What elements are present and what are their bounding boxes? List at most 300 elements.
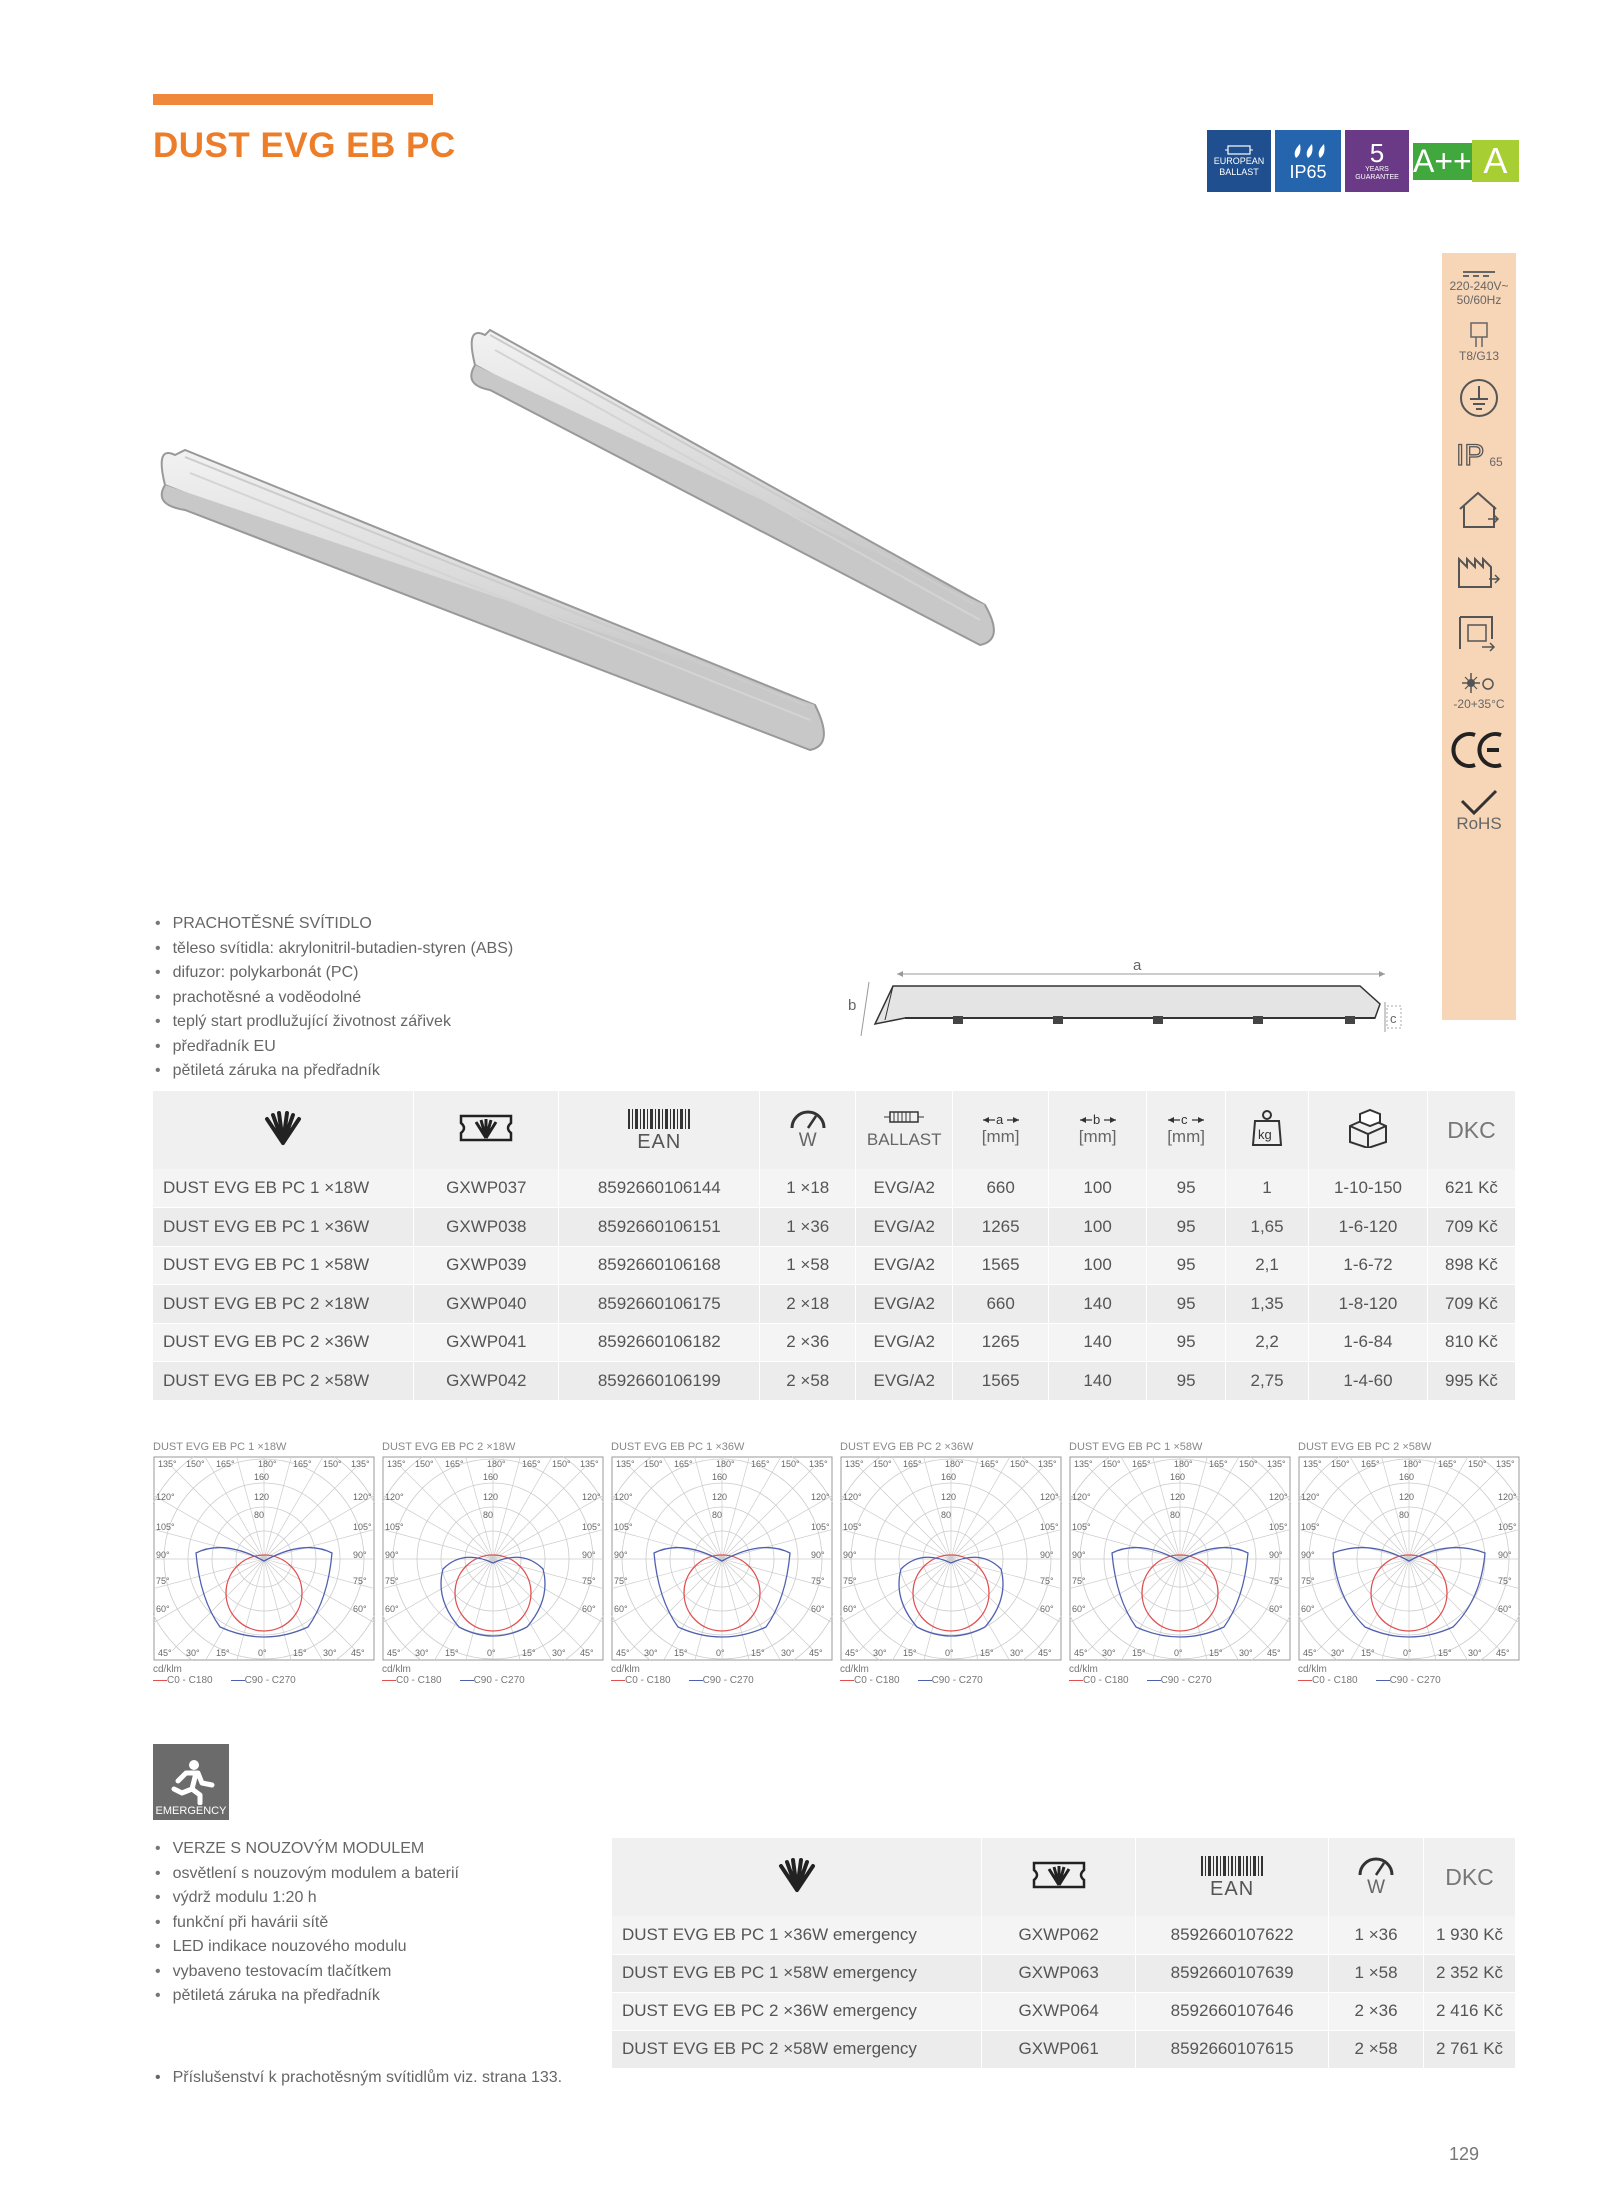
header-wattage: W — [1329, 1838, 1424, 1916]
svg-text:b: b — [1092, 1113, 1100, 1127]
angle-label: 135° — [809, 1459, 828, 1469]
cell-weight: 2,75 — [1226, 1362, 1309, 1401]
angle-label: 15° — [1132, 1648, 1146, 1658]
angle-label: 75° — [353, 1576, 367, 1586]
legend-c0: C0 - C180 — [611, 1675, 671, 1686]
feature-item: • pětiletá záruka na předřadník — [155, 1984, 459, 2009]
cell-dim-b: 100 — [1049, 1208, 1147, 1247]
header-dim-c: c [mm] — [1147, 1091, 1226, 1169]
legend-swatch-c0 — [611, 1680, 625, 1681]
cell-price: 1 930 Kč — [1424, 1916, 1516, 1954]
cell-wattage: 2 ×36 — [760, 1323, 856, 1362]
angle-label: 45° — [580, 1648, 594, 1658]
polar-plot — [1069, 1456, 1291, 1661]
angle-label: 120° — [843, 1492, 862, 1502]
angle-label: 45° — [809, 1648, 823, 1658]
legend-swatch-c0 — [840, 1680, 854, 1681]
angle-label: 165° — [980, 1459, 999, 1469]
angle-label: 15° — [216, 1648, 230, 1658]
angle-label: 105° — [353, 1522, 372, 1532]
cell-dim-a: 1265 — [953, 1208, 1049, 1247]
angle-label: 45° — [1038, 1648, 1052, 1658]
product-photo — [145, 305, 1385, 765]
feature-item: • teplý start prodlužující životnost zářivek — [155, 1010, 513, 1035]
angle-label: 45° — [1267, 1648, 1281, 1658]
angle-label: 30° — [323, 1648, 337, 1658]
angle-label: 105° — [1072, 1522, 1091, 1532]
ring-label: 160 — [483, 1472, 499, 1482]
ring-label: 160 — [941, 1472, 957, 1482]
angle-label: 45° — [616, 1648, 630, 1658]
angle-label: 165° — [216, 1459, 235, 1469]
cell-weight: 1,35 — [1226, 1285, 1309, 1324]
angle-label: 105° — [582, 1522, 601, 1532]
angle-label: 180° — [1403, 1459, 1422, 1469]
ballast-icon — [884, 1110, 924, 1124]
cell-dim-b: 100 — [1049, 1169, 1147, 1208]
product-table — [153, 1091, 1516, 1401]
ring-label: 160 — [1170, 1472, 1186, 1482]
cell-wattage: 1 ×58 — [760, 1246, 856, 1285]
angle-label: 60° — [1040, 1604, 1054, 1614]
angle-label: 165° — [1209, 1459, 1228, 1469]
angle-label: 120° — [385, 1492, 404, 1502]
cell-product-name: DUST EVG EB PC 1 ×18W — [153, 1169, 414, 1208]
emergency-product-table — [612, 1838, 1516, 2069]
page-number: 129 — [1449, 2144, 1480, 2164]
angle-label: 15° — [1438, 1648, 1452, 1658]
header-dim-a: a [mm] — [953, 1091, 1049, 1169]
cell-dim-c: 95 — [1147, 1169, 1226, 1208]
angle-label: 60° — [582, 1604, 596, 1614]
legend-c90: C90 - C270 — [689, 1675, 754, 1686]
cell-packaging: 1-4-60 — [1309, 1362, 1428, 1401]
cell-price: 2 416 Kč — [1424, 1992, 1516, 2030]
cell-weight: 2,1 — [1226, 1246, 1309, 1285]
angle-label: 135° — [158, 1459, 177, 1469]
cell-ean-code: 8592660106151 — [559, 1208, 760, 1247]
angle-label: 45° — [1496, 1648, 1510, 1658]
angle-label: 120° — [156, 1492, 175, 1502]
angle-label: 90° — [353, 1550, 367, 1560]
unit-label: cd/klm — [1298, 1664, 1327, 1675]
angle-label: 120° — [1072, 1492, 1091, 1502]
feature-item: • VERZE S NOUZOVÝM MODULEM — [155, 1837, 459, 1862]
cell-price: 810 Kč — [1427, 1323, 1515, 1362]
table-row — [153, 1362, 1516, 1401]
cell-product-name: DUST EVG EB PC 2 ×58W — [153, 1362, 414, 1401]
cell-wattage: 2 ×36 — [1329, 1992, 1424, 2030]
temperature-spec: -20+35°C — [1453, 671, 1504, 711]
angle-label: 90° — [1301, 1550, 1315, 1560]
weight-icon — [1251, 1109, 1283, 1147]
ring-label: 120 — [941, 1492, 957, 1502]
depth-arrow-icon — [1078, 1113, 1118, 1127]
polar-diagram — [840, 1441, 1062, 1686]
feature-item: • PRACHOTĚSNÉ SVÍTIDLO — [155, 912, 513, 937]
polar-legend — [1069, 1675, 1291, 1686]
cell-weight: 1 — [1226, 1169, 1309, 1208]
legend-swatch-c0 — [1069, 1680, 1083, 1681]
cell-product-code: GXWP038 — [414, 1208, 559, 1247]
angle-label: 135° — [1303, 1459, 1322, 1469]
ring-label: 80 — [941, 1510, 952, 1520]
feature-list — [155, 912, 513, 1084]
angle-label: 90° — [582, 1550, 596, 1560]
cell-dim-c: 95 — [1147, 1285, 1226, 1324]
angle-label: 15° — [293, 1648, 307, 1658]
angle-label: 60° — [811, 1604, 825, 1614]
angle-label: 75° — [1301, 1576, 1315, 1586]
angle-label: 135° — [1267, 1459, 1286, 1469]
table-row — [153, 1285, 1516, 1324]
legend-c90: C90 - C270 — [1147, 1675, 1212, 1686]
cell-product-name: DUST EVG EB PC 1 ×36W — [153, 1208, 414, 1247]
polar-plot — [1298, 1456, 1520, 1661]
header-ean: EAN — [559, 1091, 760, 1169]
feature-item: • vybaveno testovacím tlačítkem — [155, 1960, 459, 1985]
indoor-use-spec — [1456, 489, 1502, 531]
angle-label: 75° — [1040, 1576, 1054, 1586]
cell-ean-code: 8592660107622 — [1136, 1916, 1329, 1954]
cell-product-name: DUST EVG EB PC 2 ×36W — [153, 1323, 414, 1362]
cell-ballast-type: EVG/A2 — [856, 1246, 953, 1285]
cell-packaging: 1-6-120 — [1309, 1208, 1428, 1247]
angle-label: 165° — [522, 1459, 541, 1469]
cell-ballast-type: EVG/A2 — [856, 1285, 953, 1324]
angle-label: 120° — [811, 1492, 830, 1502]
cell-product-code: GXWP040 — [414, 1285, 559, 1324]
cell-price: 995 Kč — [1427, 1362, 1515, 1401]
table-row — [153, 1323, 1516, 1362]
packaging-boxes-icon — [1346, 1108, 1390, 1148]
cell-ean-code: 8592660107639 — [1136, 1954, 1329, 1992]
angle-label: 135° — [387, 1459, 406, 1469]
angle-label: 180° — [487, 1459, 506, 1469]
angle-label: 105° — [1269, 1522, 1288, 1532]
cell-product-code: GXWP041 — [414, 1323, 559, 1362]
unit-label: cd/klm — [153, 1664, 182, 1675]
ip65-badge: IP65 — [1275, 130, 1341, 192]
angle-label: 120° — [1269, 1492, 1288, 1502]
polar-plot — [153, 1456, 375, 1661]
svg-text:a: a — [995, 1113, 1003, 1127]
angle-label: 135° — [351, 1459, 370, 1469]
factory-icon — [1455, 549, 1503, 591]
angle-label: 0° — [487, 1648, 496, 1658]
polar-diagram — [153, 1441, 375, 1686]
earthing-spec — [1458, 377, 1500, 419]
cell-product-code: GXWP037 — [414, 1169, 559, 1208]
header-weight — [1226, 1091, 1309, 1169]
certification-badges — [1207, 130, 1519, 192]
angle-label: 165° — [1438, 1459, 1457, 1469]
cell-product-code: GXWP064 — [982, 1992, 1136, 2030]
dim-b-label: b — [848, 997, 857, 1014]
ip-rating-icon — [1455, 437, 1489, 469]
polar-legend — [840, 1675, 1062, 1686]
angle-label: 60° — [1498, 1604, 1512, 1614]
angle-label: 120° — [614, 1492, 633, 1502]
feature-item: • funkční při havárii sítě — [155, 1911, 459, 1936]
header-name — [153, 1091, 414, 1169]
barcode-icon — [1199, 1854, 1265, 1878]
angle-label: 90° — [1040, 1550, 1054, 1560]
angle-label: 30° — [873, 1648, 887, 1658]
table-header-row — [612, 1838, 1516, 1916]
cell-dim-a: 1565 — [953, 1362, 1049, 1401]
table-header-row — [153, 1091, 1516, 1169]
angle-label: 165° — [751, 1459, 770, 1469]
angle-label: 60° — [843, 1604, 857, 1614]
legend-swatch-c90 — [1376, 1680, 1390, 1681]
angle-label: 150° — [1102, 1459, 1121, 1469]
cell-product-name: DUST EVG EB PC 2 ×36W emergency — [612, 1992, 982, 2030]
cell-price: 898 Kč — [1427, 1246, 1515, 1285]
cell-dim-a: 1565 — [953, 1246, 1049, 1285]
ring-label: 160 — [254, 1472, 270, 1482]
angle-label: 60° — [353, 1604, 367, 1614]
light-distribution-diagrams — [153, 1441, 1516, 1701]
angle-label: 180° — [1174, 1459, 1193, 1469]
header-code — [414, 1091, 559, 1169]
angle-label: 165° — [903, 1459, 922, 1469]
socket-spec: T8/G13 — [1459, 321, 1499, 363]
angle-label: 90° — [614, 1550, 628, 1560]
cell-wattage: 2 ×58 — [1329, 2030, 1424, 2068]
legend-c90: C90 - C270 — [918, 1675, 983, 1686]
legend-c90: C90 - C270 — [460, 1675, 525, 1686]
water-drops-icon — [1288, 140, 1328, 162]
angle-label: 60° — [1072, 1604, 1086, 1614]
angle-label: 30° — [415, 1648, 429, 1658]
table-row — [153, 1208, 1516, 1247]
legend-c0: C0 - C180 — [840, 1675, 900, 1686]
cell-product-name: DUST EVG EB PC 2 ×18W — [153, 1285, 414, 1324]
polar-diagram-title: DUST EVG EB PC 1 ×36W — [611, 1441, 745, 1453]
cell-packaging: 1-6-72 — [1309, 1246, 1428, 1285]
cell-product-name: DUST EVG EB PC 1 ×58W — [153, 1246, 414, 1285]
feature-item: • prachotěsné a voděodolné — [155, 986, 513, 1011]
legend-c0: C0 - C180 — [1298, 1675, 1358, 1686]
earth-ground-icon — [1458, 377, 1500, 419]
angle-label: 150° — [644, 1459, 663, 1469]
ring-label: 80 — [1170, 1510, 1181, 1520]
cell-dim-b: 140 — [1049, 1285, 1147, 1324]
angle-label: 30° — [1102, 1648, 1116, 1658]
header-wattage: W — [760, 1091, 856, 1169]
angle-label: 60° — [156, 1604, 170, 1614]
angle-label: 135° — [616, 1459, 635, 1469]
page-title: DUST EVG EB PC — [153, 126, 456, 165]
polar-legend — [382, 1675, 604, 1686]
cell-ballast-type: EVG/A2 — [856, 1208, 953, 1247]
mounting-spec — [1456, 609, 1502, 653]
cell-dim-b: 140 — [1049, 1362, 1147, 1401]
angle-label: 120° — [1301, 1492, 1320, 1502]
feature-item: • osvětlení s nouzovým modulem a baterií — [155, 1862, 459, 1887]
angle-label: 180° — [258, 1459, 277, 1469]
angle-label: 135° — [1496, 1459, 1515, 1469]
svg-text:kg: kg — [1258, 1126, 1272, 1142]
polar-diagram-title: DUST EVG EB PC 2 ×58W — [1298, 1441, 1432, 1453]
barcode-icon — [626, 1107, 692, 1131]
cell-product-name: DUST EVG EB PC 1 ×58W emergency — [612, 1954, 982, 1992]
angle-label: 75° — [156, 1576, 170, 1586]
polar-legend — [153, 1675, 375, 1686]
angle-label: 30° — [1468, 1648, 1482, 1658]
ac-current-icon — [1461, 269, 1497, 279]
ring-label: 160 — [712, 1472, 728, 1482]
angle-label: 45° — [845, 1648, 859, 1658]
legend-swatch-c90 — [231, 1680, 245, 1681]
unit-label: cd/klm — [611, 1664, 640, 1675]
angle-label: 150° — [186, 1459, 205, 1469]
table-row — [153, 1169, 1516, 1208]
polar-diagram — [382, 1441, 604, 1686]
product-code-icon — [1030, 1855, 1088, 1895]
angle-label: 120° — [1498, 1492, 1517, 1502]
cell-product-name: DUST EVG EB PC 1 ×36W emergency — [612, 1916, 982, 1954]
legend-swatch-c0 — [382, 1680, 396, 1681]
angle-label: 15° — [522, 1648, 536, 1658]
cell-packaging: 1-6-84 — [1309, 1323, 1428, 1362]
ring-label: 120 — [712, 1492, 728, 1502]
cell-packaging: 1-8-120 — [1309, 1285, 1428, 1324]
angle-label: 15° — [445, 1648, 459, 1658]
angle-label: 0° — [1174, 1648, 1183, 1658]
polar-legend — [611, 1675, 833, 1686]
cell-ean-code: 8592660106144 — [559, 1169, 760, 1208]
angle-label: 150° — [873, 1459, 892, 1469]
angle-label: 90° — [385, 1550, 399, 1560]
cell-ballast-type: EVG/A2 — [856, 1323, 953, 1362]
polar-plot — [611, 1456, 833, 1661]
angle-label: 120° — [1040, 1492, 1059, 1502]
running-man-icon — [166, 1759, 216, 1805]
ring-label: 80 — [254, 1510, 265, 1520]
angle-label: 150° — [1331, 1459, 1350, 1469]
legend-swatch-c0 — [153, 1680, 167, 1681]
cell-dim-a: 660 — [953, 1285, 1049, 1324]
angle-label: 165° — [445, 1459, 464, 1469]
angle-label: 105° — [1498, 1522, 1517, 1532]
cell-wattage: 1 ×36 — [760, 1208, 856, 1247]
header-dkc: DKC — [1424, 1838, 1516, 1916]
angle-label: 75° — [1269, 1576, 1283, 1586]
cell-wattage: 1 ×18 — [760, 1169, 856, 1208]
angle-label: 75° — [1072, 1576, 1086, 1586]
cell-dim-b: 140 — [1049, 1323, 1147, 1362]
legend-c90: C90 - C270 — [231, 1675, 296, 1686]
polar-diagram-title: DUST EVG EB PC 2 ×36W — [840, 1441, 974, 1453]
angle-label: 30° — [1010, 1648, 1024, 1658]
feature-item: • výdrž modulu 1:20 h — [155, 1886, 459, 1911]
cell-wattage: 2 ×18 — [760, 1285, 856, 1324]
voltage-spec: 220-240V~ 50/60Hz — [1449, 269, 1508, 307]
legend-swatch-c90 — [1147, 1680, 1161, 1681]
angle-label: 150° — [1010, 1459, 1029, 1469]
cell-dim-c: 95 — [1147, 1323, 1226, 1362]
polar-diagram-title: DUST EVG EB PC 1 ×18W — [153, 1441, 287, 1453]
cell-packaging: 1-10-150 — [1309, 1169, 1428, 1208]
gauge-icon — [1356, 1855, 1396, 1877]
cell-wattage: 1 ×58 — [1329, 1954, 1424, 1992]
angle-label: 15° — [751, 1648, 765, 1658]
cell-ean-code: 8592660106182 — [559, 1323, 760, 1362]
ring-label: 120 — [1399, 1492, 1415, 1502]
cell-weight: 1,65 — [1226, 1208, 1309, 1247]
header-ean: EAN — [1136, 1838, 1329, 1916]
angle-label: 90° — [811, 1550, 825, 1560]
angle-label: 135° — [845, 1459, 864, 1469]
angle-label: 105° — [1301, 1522, 1320, 1532]
angle-label: 150° — [781, 1459, 800, 1469]
ce-mark — [1451, 729, 1507, 771]
lamp-family-icon — [777, 1856, 817, 1894]
ring-label: 80 — [712, 1510, 723, 1520]
angle-label: 30° — [186, 1648, 200, 1658]
cell-product-code: GXWP062 — [982, 1916, 1136, 1954]
polar-plot — [840, 1456, 1062, 1661]
angle-label: 90° — [1498, 1550, 1512, 1560]
cell-wattage: 1 ×36 — [1329, 1916, 1424, 1954]
table-row — [612, 2030, 1516, 2068]
angle-label: 45° — [387, 1648, 401, 1658]
angle-label: 75° — [385, 1576, 399, 1586]
angle-label: 105° — [614, 1522, 633, 1532]
angle-label: 75° — [582, 1576, 596, 1586]
header-ballast: BALLAST — [856, 1091, 953, 1169]
cell-price: 621 Kč — [1427, 1169, 1515, 1208]
polar-diagram — [1298, 1441, 1520, 1686]
polar-diagram-title: DUST EVG EB PC 1 ×58W — [1069, 1441, 1203, 1453]
angle-label: 105° — [1040, 1522, 1059, 1532]
feature-item: • těleso svítidla: akrylonitril-butadien-styren (ABS) — [155, 937, 513, 962]
angle-label: 180° — [716, 1459, 735, 1469]
angle-label: 60° — [1301, 1604, 1315, 1614]
table-row — [153, 1246, 1516, 1285]
cell-product-code: GXWP063 — [982, 1954, 1136, 1992]
rohs-mark: RoHS — [1456, 789, 1501, 831]
surface-mount-icon — [1456, 609, 1502, 653]
table-row — [612, 1992, 1516, 2030]
european-ballast-badge: EUROPEAN BALLAST — [1207, 130, 1271, 192]
feature-item: • LED indikace nouzového modulu — [155, 1935, 459, 1960]
angle-label: 105° — [156, 1522, 175, 1532]
accessory-note: • Příslušenství k prachotěsným svítidlům viz. strana 133. — [155, 2069, 562, 2087]
angle-label: 15° — [903, 1648, 917, 1658]
ballast-icon — [1224, 144, 1254, 156]
dimension-drawing — [845, 952, 1405, 1052]
polar-diagram — [611, 1441, 833, 1686]
angle-label: 30° — [644, 1648, 658, 1658]
angle-label: 15° — [1209, 1648, 1223, 1658]
angle-label: 180° — [945, 1459, 964, 1469]
angle-label: 165° — [1361, 1459, 1380, 1469]
header-code — [982, 1838, 1136, 1916]
legend-c0: C0 - C180 — [382, 1675, 442, 1686]
temperature-icon — [1461, 671, 1497, 697]
angle-label: 60° — [1269, 1604, 1283, 1614]
angle-label: 60° — [385, 1604, 399, 1614]
industrial-use-spec — [1455, 549, 1503, 591]
legend-swatch-c90 — [460, 1680, 474, 1681]
legend-swatch-c0 — [1298, 1680, 1312, 1681]
ring-label: 80 — [483, 1510, 494, 1520]
dim-c-label: c — [1390, 1011, 1397, 1026]
ce-mark-icon — [1451, 729, 1507, 771]
